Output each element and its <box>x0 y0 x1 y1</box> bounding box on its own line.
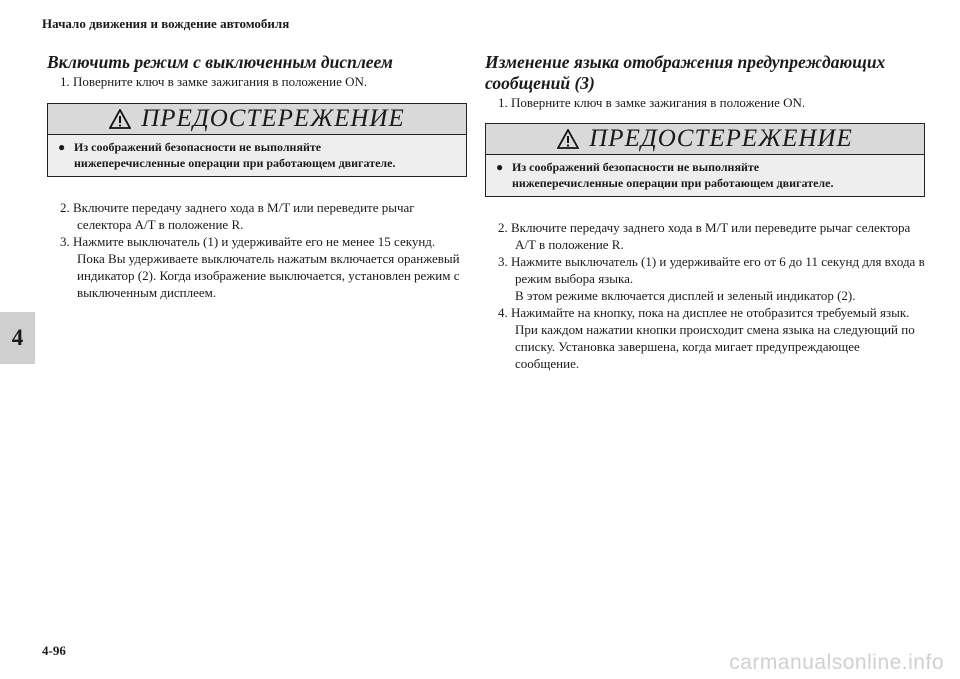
warning-title: ПРЕДОСТЕРЕЖЕНИЕ <box>141 105 405 132</box>
page-header: Начало движения и вождение автомобиля <box>42 16 290 31</box>
bullet-icon: ● <box>496 160 504 174</box>
chapter-tab: 4 <box>0 312 35 364</box>
warning-header <box>486 124 924 155</box>
step-3: 3. Нажмите выключатель (1) и удерживайте его не менее 15 секунд. <box>60 234 436 249</box>
step-3-continued: В этом режиме включается дисплей и зеленый индикатор (2). <box>515 288 856 303</box>
warning-box <box>485 123 925 197</box>
bullet-icon: ● <box>58 140 66 154</box>
step-3: 3. Нажмите выключатель (1) и удерживайте его от 6 до 11 секунд для входа в режим выбора языка. <box>498 254 925 286</box>
step-1: 1. Поверните ключ в замке зажигания в положение ON. <box>60 74 368 89</box>
warning-body <box>486 155 924 196</box>
warning-triangle-icon <box>557 129 579 149</box>
right-column <box>485 52 925 372</box>
step-3-continued: Пока Вы удерживаете выключатель нажатым включается оранжевый индикатор (2). Когда изображение выключается, установлен режим с выключенным дисплеем. <box>77 251 460 300</box>
watermark: carmanualsonline.info <box>729 651 944 674</box>
left-column <box>47 52 467 301</box>
step-4-continued: При каждом нажатии кнопки происходит смена языка на следующий по списку. Установка завершена, когда мигает предупреждающее сообщение. <box>515 322 915 371</box>
warning-triangle-icon <box>109 109 131 129</box>
warning-line-1: Из соображений безопасности не выполняйте <box>74 140 322 154</box>
section-title-display-off: Включить режим с выключенным дисплеем <box>47 52 393 72</box>
warning-line-2: нижеперечисленные операции при работающем двигателе. <box>74 156 396 170</box>
warning-title: ПРЕДОСТЕРЕЖЕНИЕ <box>589 125 853 152</box>
warning-line-2: нижеперечисленные операции при работающем двигателе. <box>512 176 834 190</box>
warning-header <box>48 104 466 135</box>
section-title-language-line1: Изменение языка отображения предупреждающих <box>485 52 886 72</box>
warning-line-1: Из соображений безопасности не выполняйте <box>512 160 760 174</box>
step-2: 2. Включите передачу заднего хода в M/T или переведите рычаг селектора A/T в положение R. <box>60 200 415 232</box>
warning-body <box>48 135 466 176</box>
page-number: 4-96 <box>42 643 66 658</box>
step-4: 4. Нажимайте на кнопку, пока на дисплее не отобразится требуемый язык. <box>498 305 910 320</box>
step-1: 1. Поверните ключ в замке зажигания в положение ON. <box>498 95 806 110</box>
warning-box <box>47 103 467 177</box>
section-title-language-line2: сообщений (3) <box>485 73 595 93</box>
step-2: 2. Включите передачу заднего хода в M/T или переведите рычаг селектора A/T в положение R. <box>498 220 911 252</box>
